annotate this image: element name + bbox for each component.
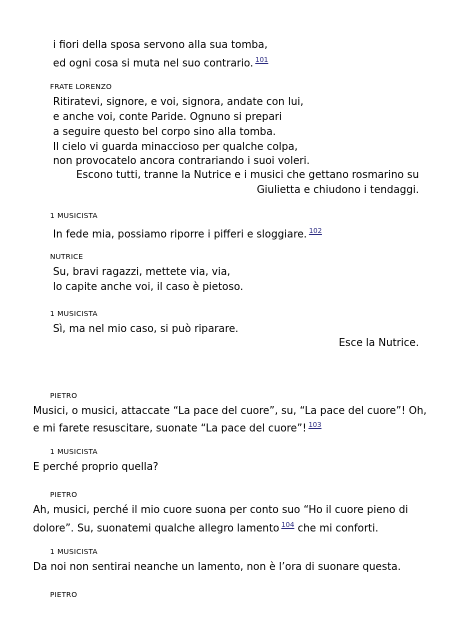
verse-line: non provocatelo ancora contrariando i suoi voleri.: [53, 155, 310, 167]
verse-line: Il cielo vi guarda minaccioso per qualche colpa,: [53, 141, 298, 153]
speaker-name: PIETRO: [50, 391, 78, 400]
prose-text: e mi farete resuscitare, suonate “La pace del cuore”!: [33, 422, 307, 435]
prose-line: [33, 418, 321, 436]
speaker-name: PIETRO: [50, 590, 78, 599]
verse-text: ed ogni cosa si muta nel suo contrario.: [53, 57, 254, 70]
prose-line: Musici, o musici, attaccate “La pace del cuore”, su, “La pace del cuore”! Oh,: [33, 405, 427, 417]
verse-line: [53, 224, 322, 242]
verse-line: Sì, ma nel mio caso, si può riparare.: [53, 323, 239, 335]
speaker-name: 1 MUSICISTA: [50, 447, 98, 456]
prose-line: [33, 518, 378, 536]
stage-direction: Escono tutti, tranne la Nutrice e i musici che gettano rosmarino su: [76, 169, 419, 181]
prose-line: Da noi non sentirai neanche un lamento, non è l’ora di suonare questa.: [33, 561, 401, 573]
footnote-link[interactable]: 103: [308, 421, 322, 429]
verse-line: [53, 53, 268, 71]
prose-line: Ah, musici, perché il mio cuore suona per conto suo “Ho il cuore pieno di: [33, 504, 409, 516]
speaker-name: FRATE LORENZO: [50, 82, 112, 91]
speaker-name: NUTRICE: [50, 252, 84, 261]
prose-line: E perché proprio quella?: [33, 461, 159, 473]
speaker-name: 1 MUSICISTA: [50, 547, 98, 556]
verse-line: lo capite anche voi, il caso è pietoso.: [53, 281, 244, 293]
speaker-name: 1 MUSICISTA: [50, 309, 98, 318]
speaker-name: PIETRO: [50, 490, 78, 499]
footnote-link[interactable]: 102: [308, 227, 322, 235]
verse-line: e anche voi, conte Paride. Ognuno si prepari: [53, 111, 282, 123]
prose-text: che mi conforti.: [297, 522, 379, 535]
verse-text: In fede mia, possiamo riporre i pifferi e sloggiare.: [53, 228, 307, 241]
stage-direction: Esce la Nutrice.: [338, 337, 419, 349]
prose-text: dolore”. Su, suonatemi qualche allegro lamento: [33, 522, 280, 535]
footnote-link[interactable]: 101: [255, 56, 269, 64]
stage-direction: Giulietta e chiudono i tendaggi.: [256, 184, 419, 196]
verse-line: i fiori della sposa servono alla sua tomba,: [53, 39, 268, 51]
verse-line: Ritiratevi, signore, e voi, signora, andate con lui,: [53, 96, 304, 108]
verse-line: Su, bravi ragazzi, mettete via, via,: [53, 266, 231, 278]
speaker-name: 1 MUSICISTA: [50, 211, 98, 220]
verse-line: a seguire questo bel corpo sino alla tomba.: [53, 126, 276, 138]
footnote-link[interactable]: 104: [281, 521, 295, 529]
